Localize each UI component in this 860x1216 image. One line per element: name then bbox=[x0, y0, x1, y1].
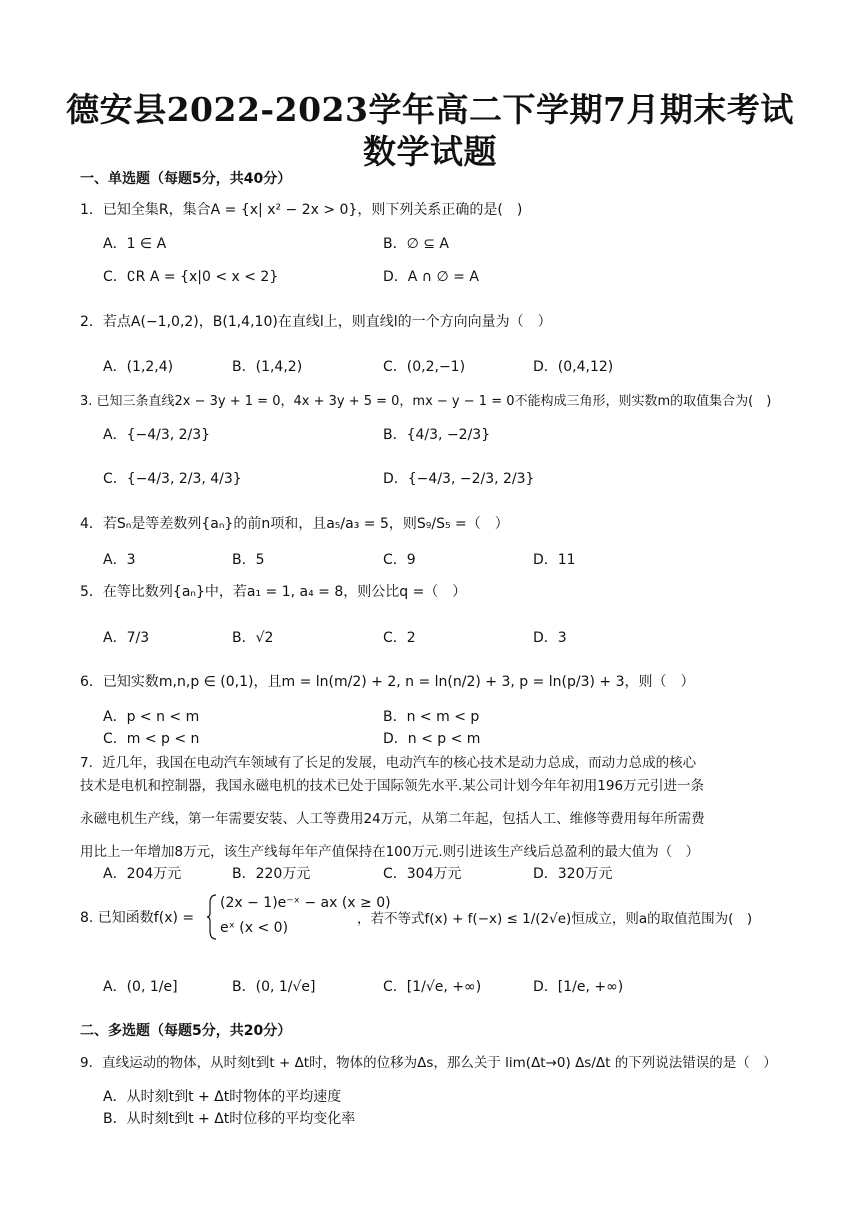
question-8-brace-icon bbox=[206, 893, 218, 941]
question-1-option-c: C．∁R A = {x|0 < x < 2} bbox=[103, 269, 279, 285]
question-6-option-d: D．n < p < m bbox=[383, 731, 481, 747]
question-7-option-d: D．320万元 bbox=[533, 866, 613, 882]
question-7-line-2: 技术是电机和控制器，我国永磁电机的技术已处于国际领先水平.某公司计划今年年初用196万元引进一条 bbox=[80, 778, 705, 794]
question-9-stem: 9．直线运动的物体，从时刻t到t + Δt时，物体的位移为Δs，那么关于 lim(Δt→0) Δs/Δt 的下列说法错误的是（ ） bbox=[80, 1055, 777, 1071]
question-1-option-d: D．A ∩ ∅ = A bbox=[383, 269, 479, 285]
question-6-option-c: C．m < p < n bbox=[103, 731, 200, 747]
question-8-stem-a: 8. 已知函数f(x) = bbox=[80, 910, 195, 926]
question-7-option-b: B．220万元 bbox=[232, 866, 311, 882]
question-5-option-b: B．√2 bbox=[232, 630, 274, 646]
question-8-piece-1: (2x − 1)e⁻ˣ − ax (x ≥ 0) bbox=[220, 895, 391, 911]
exam-subtitle: 数学试题 bbox=[363, 132, 497, 171]
question-5-option-a: A．7/3 bbox=[103, 630, 150, 646]
question-2-option-d: D．(0,4,12) bbox=[533, 359, 614, 375]
question-2-option-a: A．(1,2,4) bbox=[103, 359, 174, 375]
exam-title: 德安县2022-2023学年高二下学期7月期末考试 bbox=[66, 90, 794, 129]
question-6-option-a: A．p < n < m bbox=[103, 709, 200, 725]
question-1-option-a: A．1 ∈ A bbox=[103, 236, 167, 252]
question-8-option-d: D．[1/e, +∞) bbox=[533, 979, 624, 995]
question-2-stem: 2．若点A(−1,0,2)，B(1,4,10)在直线l上，则直线l的一个方向向量为（ ） bbox=[80, 314, 552, 330]
section-multi-choice: 二、多选题（每题5分，共20分） bbox=[80, 1023, 292, 1039]
question-4-option-b: B．5 bbox=[232, 552, 265, 568]
question-7-line-4: 用比上一年增加8万元，该生产线每年年产值保持在100万元.则引进该生产线后总盈利的最大值为（ ） bbox=[80, 844, 700, 860]
question-2-option-b: B．(1,4,2) bbox=[232, 359, 303, 375]
question-3-stem: 3. 已知三条直线2x − 3y + 1 = 0，4x + 3y + 5 = 0，mx − y − 1 = 0不能构成三角形，则实数m的取值集合为( ) bbox=[80, 394, 772, 409]
question-7-line-1: 7．近几年，我国在电动汽车领域有了长足的发展，电动汽车的核心技术是动力总成，而动力总成的核心 bbox=[80, 755, 697, 771]
question-4-option-a: A．3 bbox=[103, 552, 136, 568]
question-9-option-b: B．从时刻t到t + Δt时位移的平均变化率 bbox=[103, 1111, 356, 1127]
question-8-piece-2: eˣ (x < 0) bbox=[220, 920, 289, 936]
question-8-option-c: C．[1/√e, +∞) bbox=[383, 979, 482, 995]
question-7-option-a: A．204万元 bbox=[103, 866, 182, 882]
question-6-stem: 6．已知实数m,n,p ∈ (0,1)，且m = ln(m/2) + 2, n = ln(n/2) + 3, p = ln(p/3) + 3，则（ ） bbox=[80, 674, 695, 690]
question-5-option-d: D．3 bbox=[533, 630, 567, 646]
question-4-option-d: D．11 bbox=[533, 552, 576, 568]
question-7-line-3: 永磁电机生产线，第一年需要安装、人工等费用24万元，从第二年起，包括人工、维修等费用每年所需费 bbox=[80, 811, 705, 827]
question-8-option-b: B．(0, 1/√e] bbox=[232, 979, 316, 995]
question-5-stem: 5．在等比数列{aₙ}中，若a₁ = 1, a₄ = 8，则公比q =（ ） bbox=[80, 584, 467, 600]
question-1-option-b: B．∅ ⊆ A bbox=[383, 236, 450, 252]
question-5-option-c: C．2 bbox=[383, 630, 416, 646]
question-3-option-a: A．{−4/3, 2/3} bbox=[103, 427, 211, 443]
section-single-choice: 一、单选题（每题5分，共40分） bbox=[80, 171, 292, 187]
question-8-option-a: A．(0, 1/e] bbox=[103, 979, 178, 995]
question-1-stem: 1．已知全集R，集合A = {x| x² − 2x > 0}，则下列关系正确的是( ) bbox=[80, 202, 523, 218]
question-3-option-d: D．{−4/3, −2/3, 2/3} bbox=[383, 471, 535, 487]
question-6-option-b: B．n < m < p bbox=[383, 709, 480, 725]
question-9-option-a: A．从时刻t到t + Δt时物体的平均速度 bbox=[103, 1089, 342, 1105]
question-4-stem: 4．若Sₙ是等差数列{aₙ}的前n项和，且a₅/a₃ = 5，则S₉/S₅ =（ ） bbox=[80, 516, 509, 532]
question-7-option-c: C．304万元 bbox=[383, 866, 462, 882]
question-3-option-b: B．{4/3, −2/3} bbox=[383, 427, 491, 443]
question-3-option-c: C．{−4/3, 2/3, 4/3} bbox=[103, 471, 242, 487]
question-4-option-c: C．9 bbox=[383, 552, 416, 568]
question-2-option-c: C．(0,2,−1) bbox=[383, 359, 466, 375]
question-8-stem-b: ，若不等式f(x) + f(−x) ≤ 1/(2√e)恒成立，则a的取值范围为( ) bbox=[357, 911, 753, 927]
